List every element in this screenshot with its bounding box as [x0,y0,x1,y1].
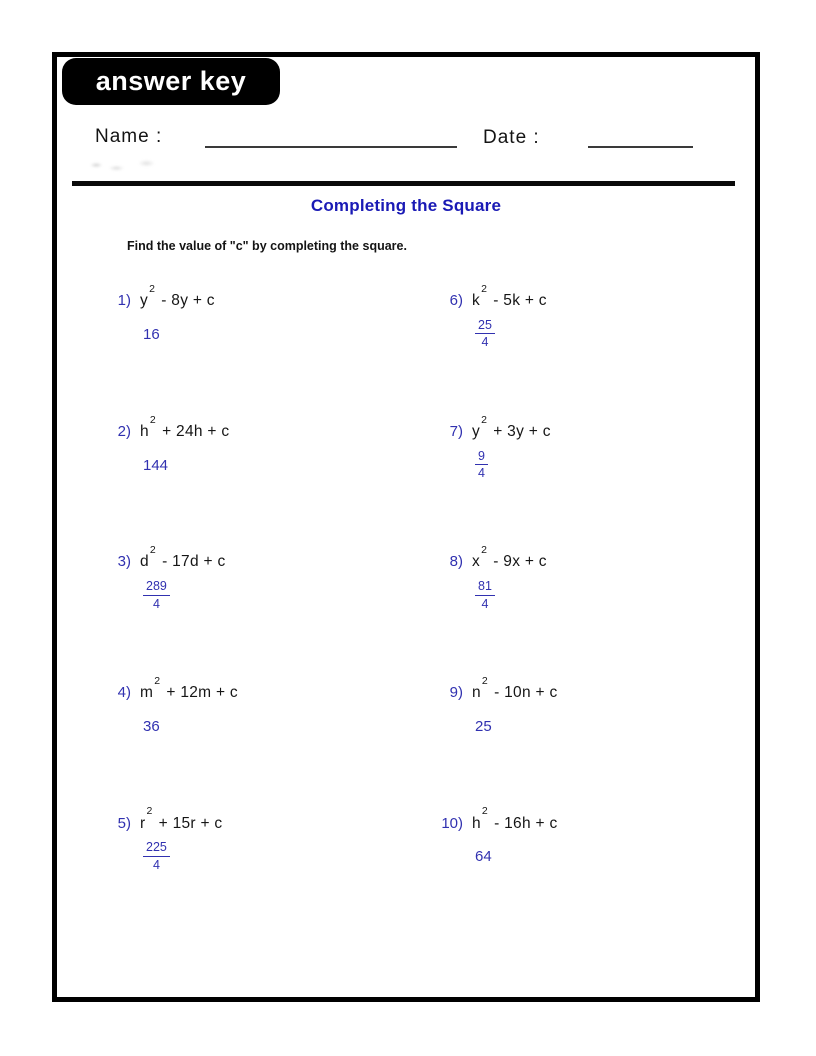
problem-equation [437,283,558,309]
problem-number: 3) [117,553,131,571]
fraction [475,449,488,481]
equation-variable: d [140,553,149,571]
problem-7 [437,414,558,545]
answer-value: 36 [143,717,160,735]
equation-rest: - 9x + c [493,553,547,571]
double-rule-divider [72,181,735,186]
answer-key-badge: answer key [62,58,280,105]
fraction-numerator: 81 [475,579,495,595]
problem-10 [437,805,558,936]
equation-exponent: 2 [146,805,153,818]
fraction-denominator: 4 [481,596,489,611]
problem-number: 7) [449,422,463,440]
name-label: Name : [95,126,163,147]
equation-text [140,544,226,571]
problems-column-right [437,283,558,936]
fraction-denominator: 4 [478,465,485,480]
problem-equation [437,675,558,701]
problem-equation [437,544,558,570]
name-blank-line [205,146,457,148]
equation-variable: x [472,553,481,571]
problem-3 [105,544,238,675]
answer-fraction [475,447,558,481]
problem-5 [105,805,238,936]
fraction-denominator: 4 [152,596,160,611]
problem-number: 5) [117,814,131,832]
equation-text [140,674,238,701]
problem-number: 1) [117,292,131,310]
equation-variable: h [140,422,149,440]
fraction-denominator: 4 [481,335,489,350]
equation-exponent: 2 [481,805,489,818]
equation-variable: m [140,683,154,701]
problem-8 [437,544,558,675]
equation-variable: y [472,422,481,440]
equation-text [472,413,551,440]
faint-smudge [85,157,160,175]
fraction [475,579,495,611]
fraction [475,318,495,350]
problem-equation [437,414,558,440]
equation-exponent: 2 [149,544,157,557]
equation-rest: - 17d + c [162,553,226,571]
equation-exponent: 2 [149,283,156,295]
fraction [143,840,170,872]
problem-equation [105,675,238,701]
problem-number: 2) [117,422,131,440]
equation-text [472,805,558,832]
equation-exponent: 2 [481,413,488,426]
date-label: Date : [483,127,540,148]
problem-equation [105,805,238,831]
fraction-numerator: 25 [475,318,495,334]
equation-text [472,283,547,310]
problem-4 [105,675,238,806]
problem-equation [437,805,558,831]
fraction-denominator: 4 [152,857,160,872]
problem-equation [105,544,238,570]
answer-value: 144 [143,456,169,474]
problem-number: 8) [449,553,463,571]
equation-text [472,674,558,701]
equation-variable: n [472,683,481,701]
answer-fraction [475,577,558,611]
fraction-numerator: 225 [143,840,170,856]
equation-text [140,283,215,310]
equation-exponent: 2 [154,674,161,687]
answer-fraction [143,577,238,611]
equation-rest: - 5k + c [493,292,547,310]
answer-fraction [475,316,558,350]
problem-number: 9) [449,683,463,701]
problem-number: 10) [441,814,463,832]
problem-2 [105,414,238,545]
equation-rest: + 3y + c [493,422,551,440]
answer-fraction [143,838,238,872]
equation-text [472,544,547,571]
equation-rest: + 24h + c [162,422,230,440]
equation-variable: h [472,814,481,832]
problems-column-left [105,283,238,936]
equation-rest: - 8y + c [161,292,215,310]
page-title: Completing the Square [310,196,502,215]
fraction-numerator: 9 [475,449,488,465]
equation-text [140,413,230,440]
equation-rest: - 10n + c [494,683,558,701]
equation-exponent: 2 [149,413,157,426]
problem-1 [105,283,238,414]
problem-equation [105,283,238,309]
equation-variable: r [140,814,146,832]
answer-value: 16 [143,326,160,343]
equation-exponent: 2 [481,544,488,557]
equation-rest: - 16h + c [494,814,558,832]
problem-9 [437,675,558,806]
equation-text [140,805,223,832]
equation-exponent: 2 [481,283,488,295]
equation-rest: + 15r + c [158,814,223,832]
problem-6 [437,283,558,414]
instruction-text: Find the value of "c" by completing the square. [127,239,407,253]
answer-value: 64 [475,848,492,866]
date-blank-line [588,146,693,148]
equation-rest: + 12m + c [166,683,238,701]
equation-exponent: 2 [481,674,489,687]
problem-number: 4) [117,683,131,701]
equation-variable: y [140,292,149,310]
fraction-numerator: 289 [143,579,170,595]
fraction [143,579,170,611]
equation-variable: k [472,292,481,310]
problem-equation [105,414,238,440]
problem-number: 6) [449,292,463,310]
answer-value: 25 [475,717,492,735]
